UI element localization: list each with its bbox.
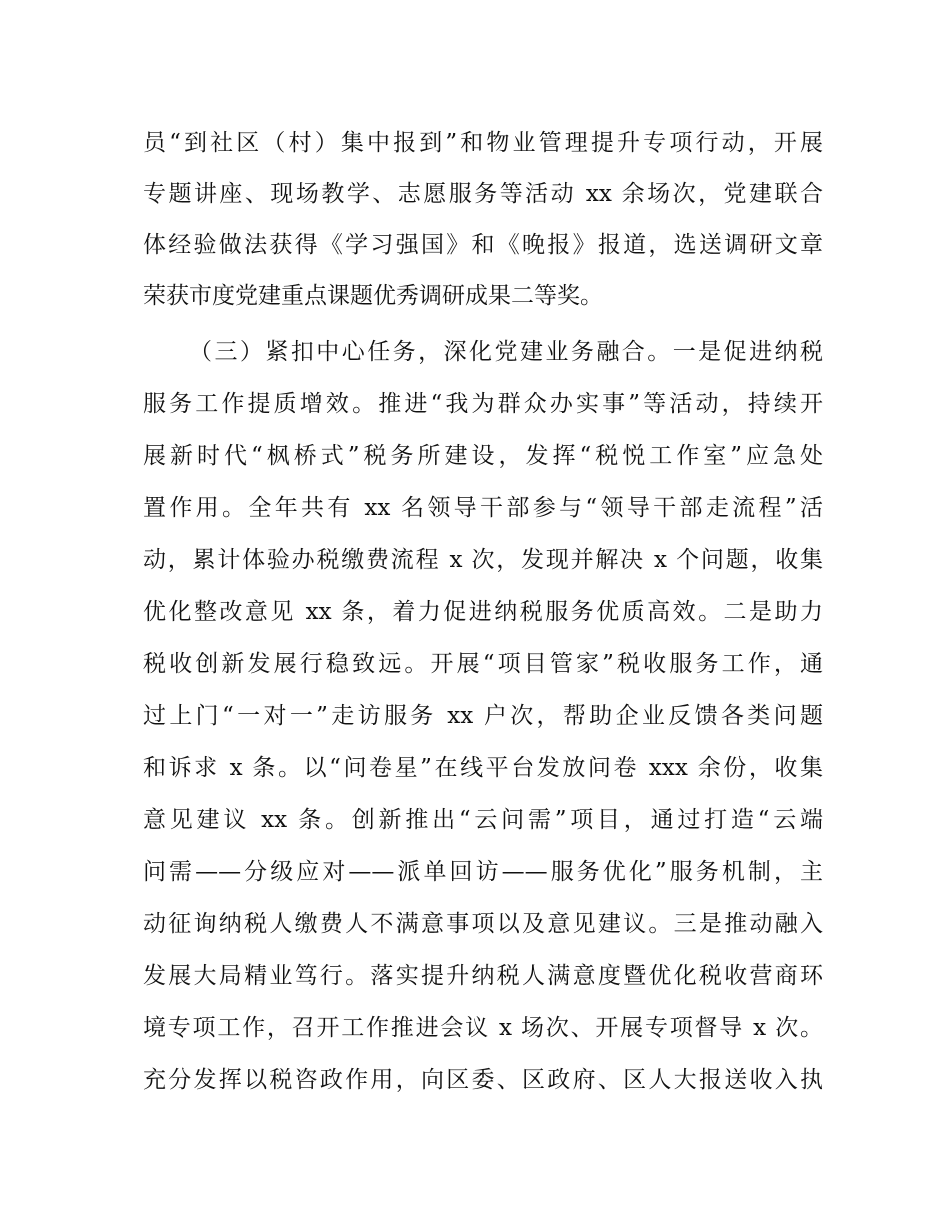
text-line: 问需——分级应对——派单回访——服务优化”服务机制，主: [143, 859, 823, 885]
text-line: 税收创新发展行稳致远。开展“项目管家”税收服务工作，通: [143, 651, 823, 677]
text-line: 荣获市度党建重点课题优秀调研成果二等奖。: [143, 283, 603, 309]
text-line: 动，累计体验办税缴费流程 x 次，发现并解决 x 个问题，收集: [143, 547, 823, 573]
text-line: （三）紧扣中心任务，深化党建业务融合。一是促进纳税: [189, 339, 823, 365]
text-line: 员“到社区（村）集中报到”和物业管理提升专项行动，开展: [143, 130, 823, 156]
text-line: 体经验做法获得《学习强国》和《晚报》报道，选送调研文章: [143, 232, 823, 258]
text-line: 和诉求 x 条。以“问卷星”在线平台发放问卷 xxx 余份，收集: [143, 755, 823, 781]
text-line: 充分发挥以税咨政作用，向区委、区政府、区人大报送收入执: [143, 1067, 823, 1093]
text-line: 动征询纳税人缴费人不满意事项以及意见建议。三是推动融入: [143, 911, 823, 937]
text-line: 过上门“一对一”走访服务 xx 户次，帮助企业反馈各类问题: [143, 703, 823, 729]
text-line: 境专项工作，召开工作推进会议 x 场次、开展专项督导 x 次。: [143, 1015, 823, 1041]
text-line: 意见建议 xx 条。创新推出“云问需”项目，通过打造“云端: [143, 807, 823, 833]
text-line: 服务工作提质增效。推进“我为群众办实事”等活动，持续开: [143, 391, 823, 417]
text-line: 优化整改意见 xx 条，着力促进纳税服务优质高效。二是助力: [143, 599, 823, 625]
text-line: 发展大局精业笃行。落实提升纳税人满意度暨优化税收营商环: [143, 963, 823, 989]
text-line: 置作用。全年共有 xx 名领导干部参与“领导干部走流程”活: [143, 495, 823, 521]
text-line: 展新时代“枫桥式”税务所建设，发挥“税悦工作室”应急处: [143, 443, 823, 469]
text-line: 专题讲座、现场教学、志愿服务等活动 xx 余场次，党建联合: [143, 181, 823, 207]
